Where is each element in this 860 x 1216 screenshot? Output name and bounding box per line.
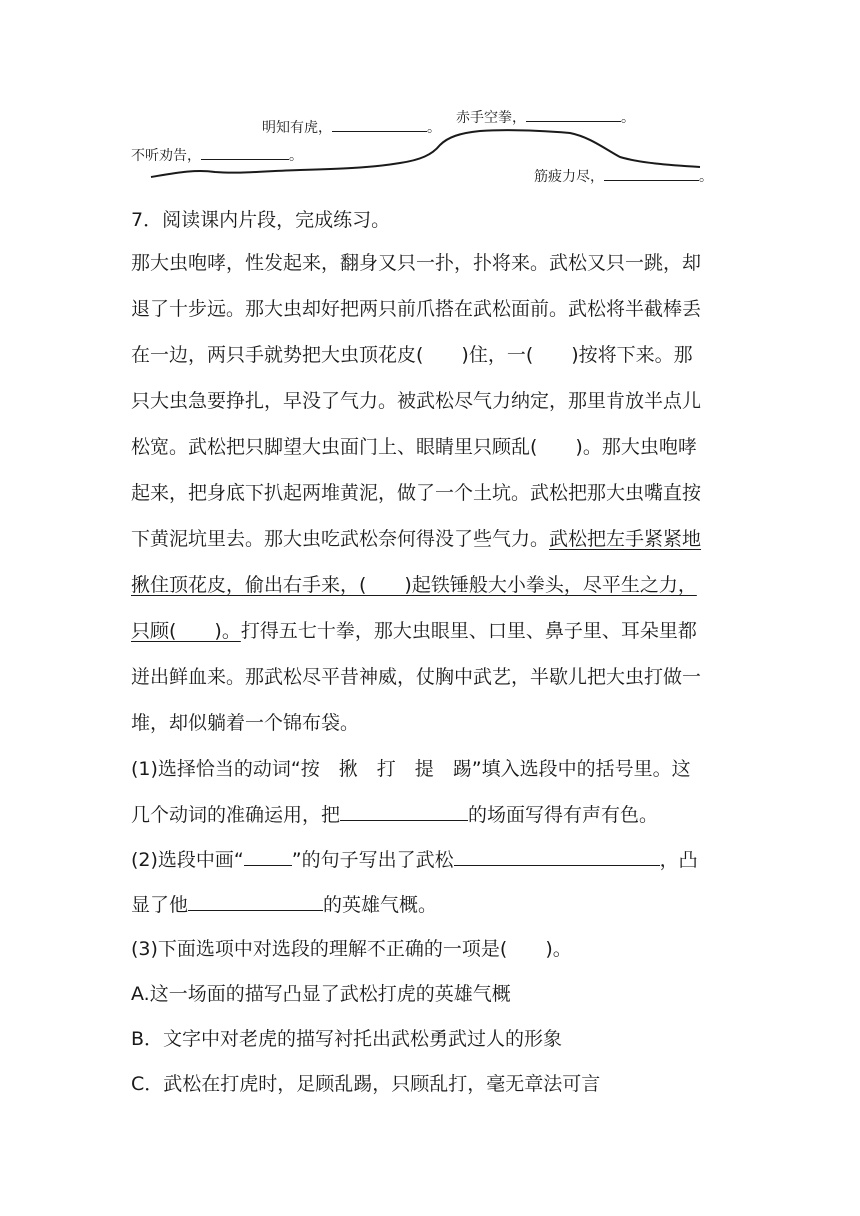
option-b[interactable]: B．文字中对老虎的描写衬托出武松勇武过人的形象	[131, 1028, 563, 1050]
answer-blank[interactable]	[188, 892, 323, 911]
mountain-line	[0, 95, 860, 195]
diagram-label-1: 明知有虎， 。	[262, 120, 441, 136]
mountain-diagram	[0, 95, 860, 195]
sub-question-1: (1)选择恰当的动词“按 揪 打 提 踢”填入选段中的括号里。这	[131, 758, 691, 780]
blank-line[interactable]	[604, 168, 699, 181]
diagram-label-4: 筋疲力尽， 。	[534, 169, 713, 185]
option-a[interactable]: A.这一场面的描写凸显了武松打虎的英雄气概	[131, 983, 511, 1005]
underlined-sentence: 揪住顶花皮，偷出右手来，( )起铁锤般大小拳头，尽平生之力，	[131, 574, 697, 596]
passage-line: 只顾( )。打得五七十拳，那大虫眼里、口里、鼻子里、耳朵里都	[131, 620, 697, 642]
passage-line: 退了十步远。那大虫却好把两只前爪搭在武松面前。武松将半截棒丢	[131, 298, 702, 320]
sub-question-1-cont: 几个动词的准确运用，把 的场面写得有声有色。	[131, 804, 659, 826]
blank-line[interactable]	[201, 147, 289, 160]
passage-line: 下黄泥坑里去。那大虫吃武松奈何得没了些气力。武松把左手紧紧地	[131, 528, 702, 550]
passage-line: 起来，把身底下扒起两堆黄泥，做了一个土坑。武松把那大虫嘴直按	[131, 482, 702, 504]
sub-question-3: (3)下面选项中对选段的理解不正确的一项是( )。	[131, 938, 572, 960]
passage-line: 那大虫咆哮，性发起来，翻身又只一扑，扑将来。武松又只一跳，却	[131, 252, 702, 274]
passage-line: 松宽。武松把只脚望大虫面门上、眼睛里只顾乱( )。那大虫咆哮	[131, 436, 697, 458]
underlined-sentence: 武松把左手紧紧地	[549, 528, 702, 550]
blank-line[interactable]	[526, 109, 621, 122]
answer-blank[interactable]	[454, 847, 660, 866]
diagram-label-2: 赤手空拳， 。	[456, 110, 635, 126]
answer-blank[interactable]	[340, 802, 468, 821]
sub-question-2: (2)选段中画“ ”的句子写出了武松 ，凸	[131, 849, 698, 871]
passage-line: 在一边，两只手就势把大虫顶花皮( )住，一( )按将下来。那	[131, 344, 693, 366]
question-title: 7．阅读课内片段，完成练习。	[131, 209, 391, 231]
underlined-sentence: 只顾( )。	[131, 620, 241, 642]
passage-line: 只大虫急要挣扎，早没了气力。被武松尽气力纳定，那里肯放半点儿	[131, 390, 702, 412]
blank-line[interactable]	[332, 119, 427, 132]
option-c[interactable]: C．武松在打虎时，足顾乱踢，只顾乱打，毫无章法可言	[131, 1073, 601, 1095]
passage-line: 堆，却似躺着一个锦布袋。	[131, 712, 360, 734]
sub-question-2-cont: 显了他 的英雄气概。	[131, 894, 438, 916]
underline-sample	[244, 847, 292, 866]
passage-line: 迸出鲜血来。那武松尽平昔神威，仗胸中武艺，半歇儿把大虫打做一	[131, 666, 702, 688]
diagram-label-3: 不听劝告， 。	[131, 148, 303, 164]
